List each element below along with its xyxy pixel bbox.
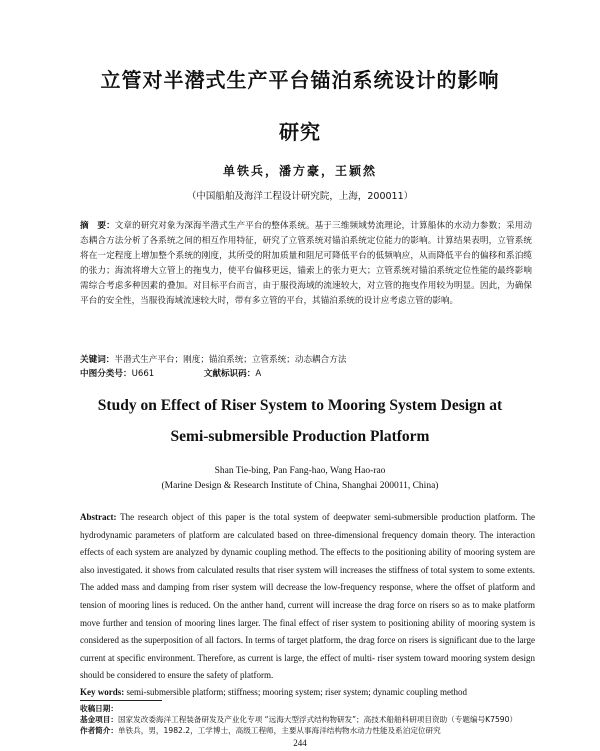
bio-label: 作者简介：: [80, 726, 118, 735]
classification-label: 中图分类号：: [80, 369, 132, 379]
chinese-abstract-text: 文章的研究对象为深海半潜式生产平台的整体系统。基于三维频域势流理论，计算船体的水动力参数；采用动态耦合方法分析了各系统之间的相互作用特征，研究了立管系统对锚泊系统定位能力的影响。计算结果表明，立管系统将在一定程度上增加整个系统的刚度，其所受的附加质量和阻尼可降低平台的低频响应，从而降低平台的偏移和系泊缆的张力；海流将增大立管上的拖曳力，使平台偏移更远，锚索上的张力更大；立管系统对锚泊系统定位性能的最终影响需综合考虑多种因素的叠加。对目标平台而言，由于服役海域的流速较大，对立管的拖曳作用较为明显。因此，为确保平台的安全性，当服役海域流速较大时，带有多立管的平台，其锚泊系统的设计应考虑立管的影响。: [80, 221, 532, 306]
footnote-fund: [80, 714, 535, 725]
footnote-bio: [80, 725, 535, 736]
doc-code-label: 文献标识码：: [203, 369, 256, 379]
chinese-abstract-label: 摘 要：: [80, 221, 115, 231]
chinese-abstract: [80, 219, 532, 309]
footnote-rule: [80, 700, 162, 701]
received-label: 收稿日期：: [80, 704, 118, 713]
chinese-affiliation: （中国船舶及海洋工程设计研究院，上海，200011）: [186, 191, 414, 202]
fund-label: 基金项目：: [80, 715, 118, 724]
english-keywords-text: semi-submersible platform; stiffness; mooring system; riser system; dynamic coupling method: [126, 687, 468, 697]
english-keywords-label: Key words:: [80, 687, 125, 697]
chinese-keywords: [80, 354, 532, 366]
chinese-classification: [80, 368, 532, 380]
chinese-keywords-text: 半潜式生产平台；刚度；锚泊系统；立管系统；动态耦合方法: [114, 355, 347, 365]
english-abstract-text: The research object of this paper is the total system of deepwater semi-submersible production platform. The hydrodynamic parameters of platform are calculated based on three-dimensional frequency domain theory. The interaction effects of each system are analyzed by dynamic coupling method. The effects to the positioning ability of mooring system are also investigated. it shows from calculated results that riser system will increases the stiffness of total system to some extents. The added mass and damping from riser system will decrease the low-frequency response, where the offset of platform and tension of mooring lines is reduced. On the anther hand, current will increase the drag force on risers so as to make platform move further and tension of mooring lines larger. The final effect of riser system to positioning ability of mooring system is considered as the superposition of all factors. In terms of target platform, the drag force on risers is significant due to the large current at specific environment. Therefore, as current is large, the effect of multi- riser system toward mooring system design should be considered to ensure the safety of platform.: [80, 512, 535, 681]
english-keywords: [80, 686, 535, 698]
chinese-title-line1: 立管对半潜式生产平台锚泊系统设计的影响: [100, 68, 500, 92]
english-abstract-label: Abstract:: [80, 512, 117, 522]
page-number: 244: [293, 738, 307, 748]
english-title-line1: Study on Effect of Riser System to Mooring System Design at: [97, 397, 503, 414]
doc-code-value: A: [255, 369, 262, 379]
footnote-received: [80, 703, 535, 714]
english-authors: Shan Tie-bing, Pan Fang-hao, Wang Hao-rao: [214, 466, 386, 476]
fund-text: 国家发改委海洋工程装备研发及产业化专项 “远海大型浮式结构物研发”；高技术船舶科研项目资助（专题编号K7590）: [117, 715, 518, 724]
english-abstract: [80, 509, 535, 685]
english-title-line2: Semi-submersible Production Platform: [170, 428, 430, 445]
classification-value: U661: [131, 369, 155, 379]
bio-text: 单铁兵，男，1982.2，工学博士，高级工程师，主要从事海洋结构物水动力性能及系泊定位研究: [117, 726, 441, 735]
chinese-authors: 单铁兵，潘方豪，王颖然: [222, 164, 377, 178]
chinese-title-line2: 研究: [279, 120, 321, 144]
footnote: [80, 703, 535, 736]
chinese-keywords-label: 关键词：: [80, 355, 115, 365]
english-affiliation: (Marine Design & Research Institute of China, Shanghai 200011, China): [161, 481, 439, 491]
